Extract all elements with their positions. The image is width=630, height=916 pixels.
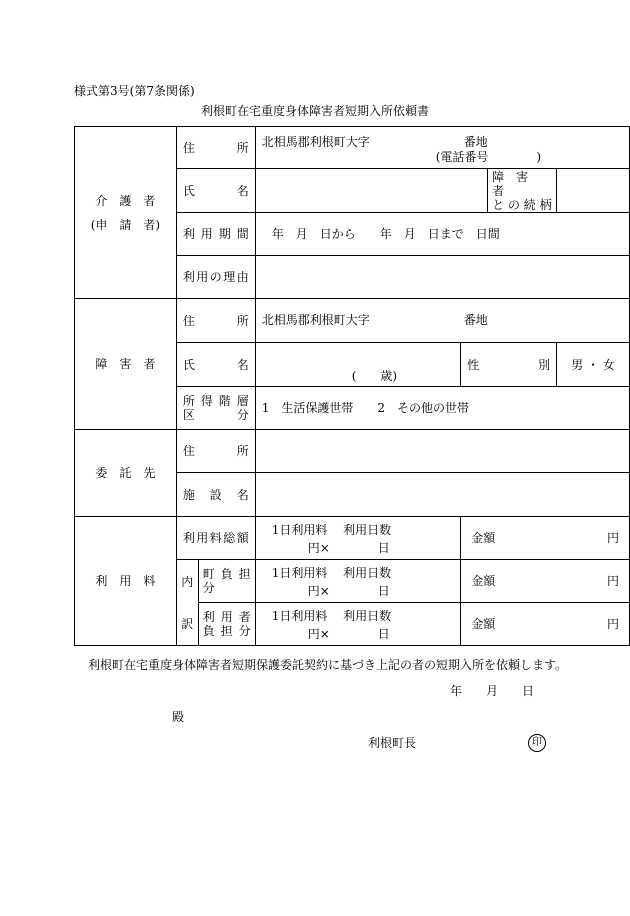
disabled-address-field[interactable] <box>255 299 629 343</box>
facility-label: 施設名 <box>176 473 255 517</box>
request-form-table <box>74 126 630 646</box>
town-share-calc[interactable] <box>255 560 461 603</box>
breakdown-label-cell <box>176 560 198 646</box>
caregiver-address-value: 北相馬郡利根町大字 <box>261 135 370 149</box>
contractor-group-label: 委 託 先 <box>95 466 156 480</box>
period-label: 利用期間 <box>176 213 255 256</box>
town-share-amount[interactable] <box>461 560 630 603</box>
caregiver-address-field[interactable] <box>255 127 629 169</box>
user-share-label: 利用者負担分 <box>198 603 255 646</box>
seal-mark: 印 <box>528 734 546 752</box>
income-label-2: 区 分 <box>182 408 249 422</box>
facility-field[interactable] <box>255 473 629 517</box>
sex-label: 性 別 <box>461 343 557 387</box>
mayor-label: 利根町長 <box>368 736 417 750</box>
request-date[interactable]: 年 月 日 <box>450 684 535 698</box>
reason-label: 利用の理由 <box>176 256 255 299</box>
page-title: 利根町在宅重度身体障害者短期入所依頼書 <box>200 104 429 118</box>
sex-value: 男 ・ 女 <box>571 357 615 372</box>
breakdown-label-2: 訳 <box>181 616 194 631</box>
caregiver-phone-label: (電話番号 ) <box>435 150 542 164</box>
disabled-address-banchi: 番地 <box>463 313 488 327</box>
yen-label: 円 <box>606 531 619 545</box>
calc-line2: 円× 日 <box>307 627 390 641</box>
yen-label: 円 <box>606 574 619 588</box>
disabled-address-label: 住 所 <box>176 299 255 343</box>
caregiver-group-cell <box>75 127 177 299</box>
income-value: 1 生活保護世帯 2 その他の世帯 <box>261 401 469 415</box>
breakdown-label-1: 内 <box>181 574 194 589</box>
form-number: 様式第3号(第7条関係) <box>74 84 195 98</box>
fee-group-label: 利 用 料 <box>95 574 156 588</box>
calc-line1: 1日利用料 利用日数 <box>271 523 392 537</box>
contractor-group-cell <box>75 430 177 517</box>
amount-label: 金額 <box>471 617 496 631</box>
period-value: 年 月 日から 年 月 日まで 日間 <box>271 227 500 241</box>
user-share-amount[interactable] <box>461 603 630 646</box>
calc-line2: 円× 日 <box>307 541 390 555</box>
calc-line1: 1日利用料 利用日数 <box>271 609 392 623</box>
contractor-address-label: 住 所 <box>176 430 255 473</box>
caregiver-name-field[interactable] <box>255 169 487 213</box>
town-share-label: 町負担分 <box>198 560 255 603</box>
fee-total-label: 利用料総額 <box>176 517 255 560</box>
amount-label: 金額 <box>471 531 496 545</box>
income-label-1: 所得階層 <box>182 394 249 408</box>
period-field[interactable] <box>255 213 629 256</box>
calc-line1: 1日利用料 利用日数 <box>271 566 392 580</box>
caregiver-address-label: 住 所 <box>176 127 255 169</box>
calc-line2: 円× 日 <box>307 584 390 598</box>
income-field[interactable] <box>255 387 629 430</box>
disabled-age-label: ( 歳) <box>351 369 398 383</box>
amount-label: 金額 <box>471 574 496 588</box>
user-share-calc[interactable] <box>255 603 461 646</box>
caregiver-relation-field[interactable] <box>557 169 630 213</box>
caregiver-address-banchi: 番地 <box>463 135 488 149</box>
disabled-group-label: 障 害 者 <box>95 357 156 371</box>
caregiver-relation-label-1: 障 害 者 <box>492 169 541 198</box>
request-statement: 利根町在宅重度身体障害者短期保護委託契約に基づき上記の者の短期入所を依頼します。 <box>88 658 568 672</box>
caregiver-group-label: 介 護 者 <box>95 193 156 208</box>
addressee-label: 殿 <box>172 710 185 724</box>
caregiver-relation-label-cell <box>488 169 557 213</box>
yen-label: 円 <box>606 617 619 631</box>
income-label-cell <box>176 387 255 430</box>
reason-field[interactable] <box>255 256 629 299</box>
disabled-address-value: 北相馬郡利根町大字 <box>261 313 370 327</box>
fee-total-calc[interactable] <box>255 517 461 560</box>
caregiver-relation-label-2: と の 続 柄 <box>492 197 552 212</box>
caregiver-group-sub: (申 請 者) <box>90 217 161 232</box>
sex-field[interactable] <box>557 343 630 387</box>
disabled-group-cell <box>75 299 177 430</box>
caregiver-name-label: 氏 名 <box>176 169 255 213</box>
fee-total-amount[interactable] <box>461 517 630 560</box>
fee-group-cell <box>75 517 177 646</box>
disabled-name-label: 氏 名 <box>176 343 255 387</box>
contractor-address-field[interactable] <box>255 430 629 473</box>
disabled-name-field[interactable] <box>255 343 461 387</box>
